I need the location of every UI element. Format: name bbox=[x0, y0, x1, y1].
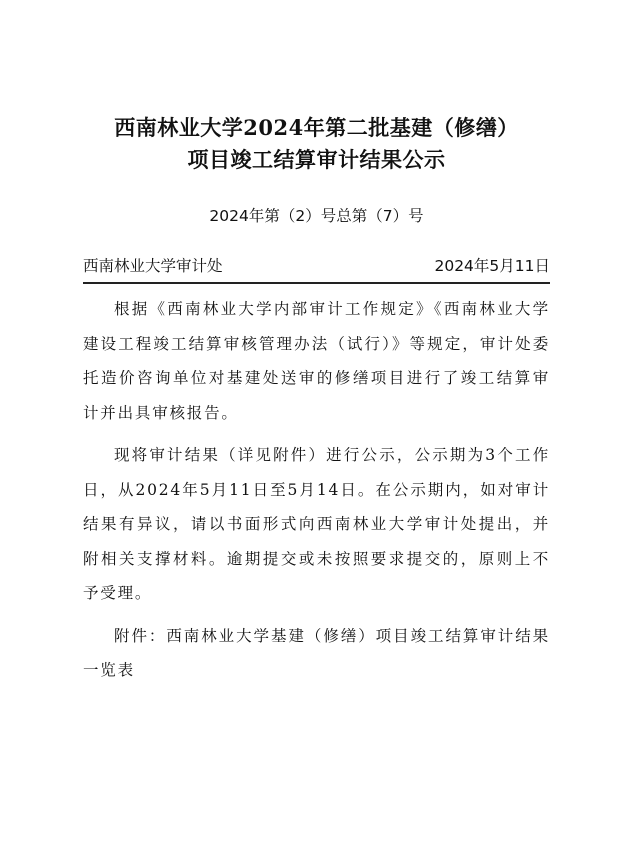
document-title-line-2: 项目竣工结算审计结果公示 bbox=[187, 147, 446, 172]
paragraph-basis: 根据《西南林业大学内部审计工作规定》《西南林业大学建设工程竣工结算审核管理办法（试行）》等规定，审计处委托造价咨询单位对基建处送审的修缮项目进行了竣工结算审计并出具审核报告。 bbox=[83, 300, 550, 422]
document-number: 2024年第（2）号总第（7）号 bbox=[209, 207, 424, 225]
issuer-date-row bbox=[83, 252, 550, 284]
document-title-line-1: 西南林业大学2024年第二批基建（修缮） bbox=[114, 115, 519, 140]
paragraph-attachment: 附件：西南林业大学基建（修缮）项目竣工结算审计结果一览表 bbox=[83, 626, 550, 679]
document-body bbox=[83, 292, 550, 688]
paragraph-announcement: 现将审计结果（详见附件）进行公示，公示期为3个工作日，从2024年5月11日至5月14日。在公示期内，如对审计结果有异议，请以书面形式向西南林业大学审计处提出，并附相关支撑材料。逾期提交或未按照要求提交的，原则上不予受理。 bbox=[83, 446, 550, 602]
issue-date: 2024年5月11日 bbox=[434, 257, 550, 275]
issuer-name: 西南林业大学审计处 bbox=[83, 257, 223, 275]
